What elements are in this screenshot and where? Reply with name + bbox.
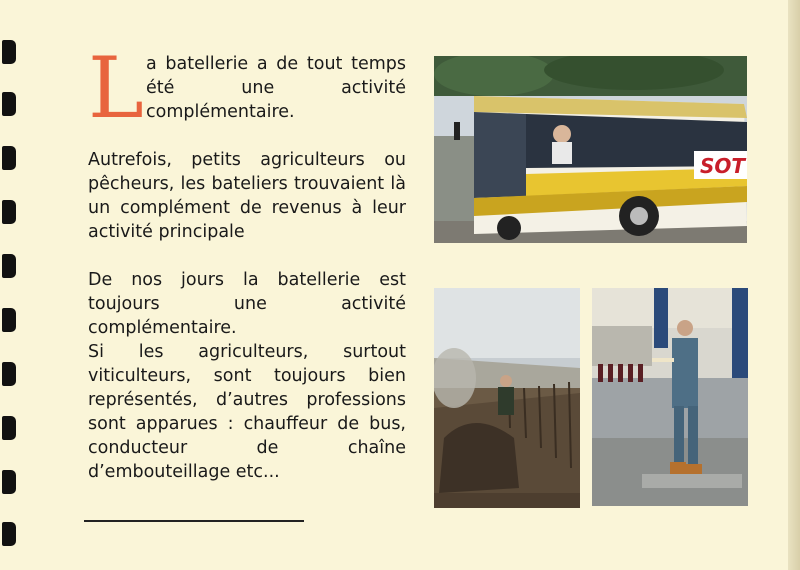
- drop-cap: L: [88, 39, 144, 137]
- binding-ring: [2, 200, 16, 224]
- bottling-line-photo: [592, 288, 748, 506]
- binding-ring: [2, 522, 16, 546]
- binding-ring: [2, 254, 16, 278]
- spiral-binding: [0, 0, 22, 570]
- intro-sentence: a batellerie a de tout temps été une activité complémentaire.: [146, 54, 406, 122]
- binding-ring: [2, 40, 16, 64]
- vineyard-photo: [434, 288, 580, 508]
- page-edge: [788, 0, 800, 570]
- binding-ring: [2, 362, 16, 386]
- separator-line: [84, 520, 304, 522]
- paragraph-past: Autrefois, petits agriculteurs ou pêcheurs, les bateliers trouvaient là un complément de revenus à leur activité principale: [88, 150, 406, 242]
- intro: [88, 39, 406, 137]
- bus-photo: [434, 56, 747, 243]
- binding-ring: [2, 308, 16, 332]
- body-text: [88, 39, 406, 508]
- bus-brand-label: SOT: [700, 154, 746, 178]
- binding-ring: [2, 416, 16, 440]
- binding-ring: [2, 92, 16, 116]
- binding-ring: [2, 470, 16, 494]
- paragraph-today: De nos jours la batellerie est toujours une activité complémentaire.: [88, 270, 406, 338]
- binding-ring: [2, 146, 16, 170]
- paragraph-professions: Si les agriculteurs, surtout viticulteurs, sont toujours bien représentés, d’autres professions sont apparues : chauffeur de bus, conducteur de chaîne d’embouteillage etc...: [88, 342, 406, 482]
